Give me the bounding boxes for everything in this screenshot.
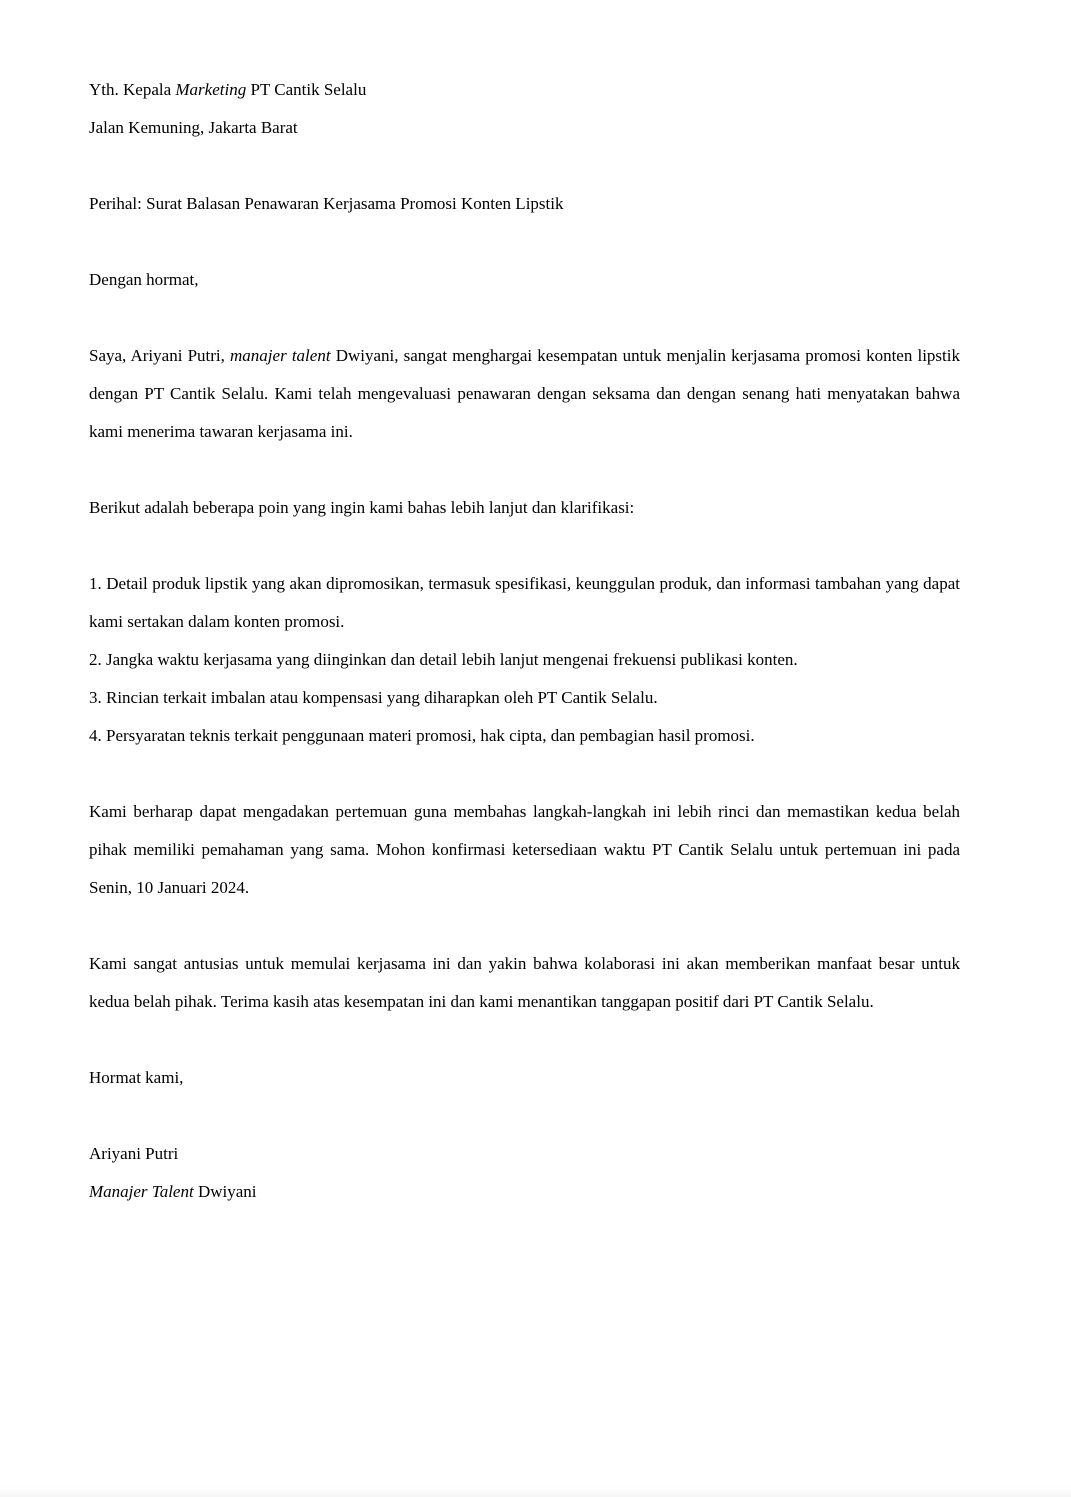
recipient-text-segment: PT Cantik Selalu (246, 80, 367, 99)
signature-title-italic-segment: Manajer Talent (89, 1182, 194, 1201)
recipient-line (89, 71, 960, 109)
salutation-block (89, 261, 960, 299)
signature-block (89, 1135, 960, 1211)
letter-content (89, 71, 960, 1211)
enthusiasm-paragraph-block (89, 945, 960, 1021)
intro-italic-segment: manajer talent (230, 346, 331, 365)
recipient-address-line: Jalan Kemuning, Jakarta Barat (89, 118, 298, 137)
signature-title-text-segment: Dwiyani (193, 1182, 257, 1201)
recipient-text-segment: Yth. Kepala (89, 80, 176, 99)
closing-block (89, 1059, 960, 1097)
subject-block (89, 185, 960, 223)
meeting-paragraph-block (89, 793, 960, 907)
points-lead-block (89, 489, 960, 527)
closing-line: Hormat kami, (89, 1068, 184, 1087)
points-lead-paragraph: Berikut adalah beberapa poin yang ingin kami bahas lebih lanjut dan klarifikasi: (89, 498, 635, 517)
point-item-4: 4. Persyaratan teknis terkait penggunaan materi promosi, hak cipta, dan pembagian hasil promosi. (89, 726, 755, 745)
intro-paragraph-block (89, 337, 960, 451)
intro-paragraph (89, 337, 960, 451)
signature-name-line: Ariyani Putri (89, 1144, 179, 1163)
points-list (89, 565, 960, 755)
point-item-1: 1. Detail produk lipstik yang akan dipromosikan, termasuk spesifikasi, keunggulan produk, dan informasi tambahan yang dapat kami sertakan dalam konten promosi. (89, 574, 960, 631)
enthusiasm-paragraph: Kami sangat antusias untuk memulai kerjasama ini dan yakin bahwa kolaborasi ini akan memberikan manfaat besar untuk kedua belah pihak. Terima kasih atas kesempatan ini dan kami menantikan tanggapan positif dari PT Cantik Selalu. (89, 954, 960, 1011)
recipient-block (89, 71, 960, 147)
salutation-line: Dengan hormat, (89, 270, 199, 289)
subject-line: Perihal: Surat Balasan Penawaran Kerjasama Promosi Konten Lipstik (89, 194, 564, 213)
signature-title-line (89, 1173, 960, 1211)
intro-text-segment: Dwiyani, sangat menghargai kesempatan untuk menjalin kerjasama promosi konten lipstik dengan PT Cantik Selalu. Kami telah mengevaluasi penawaran dengan seksama dan dengan senang hati menyatakan bahwa kami menerima tawaran kerjasama ini. (89, 346, 960, 441)
point-item-2: 2. Jangka waktu kerjasama yang diinginkan dan detail lebih lanjut mengenai frekuensi publikasi konten. (89, 650, 798, 669)
recipient-italic-segment: Marketing (175, 80, 247, 99)
meeting-paragraph: Kami berharap dapat mengadakan pertemuan guna membahas langkah-langkah ini lebih rinci dan memastikan kedua belah pihak memiliki pemahaman yang sama. Mohon konfirmasi ketersediaan waktu PT Cantik Selalu untuk pertemuan ini pada Senin, 10 Januari 2024. (89, 802, 960, 897)
intro-text-segment: Saya, Ariyani Putri, (89, 346, 231, 365)
page-bottom-edge (0, 1486, 1071, 1497)
point-item-3: 3. Rincian terkait imbalan atau kompensasi yang diharapkan oleh PT Cantik Selalu. (89, 688, 658, 707)
